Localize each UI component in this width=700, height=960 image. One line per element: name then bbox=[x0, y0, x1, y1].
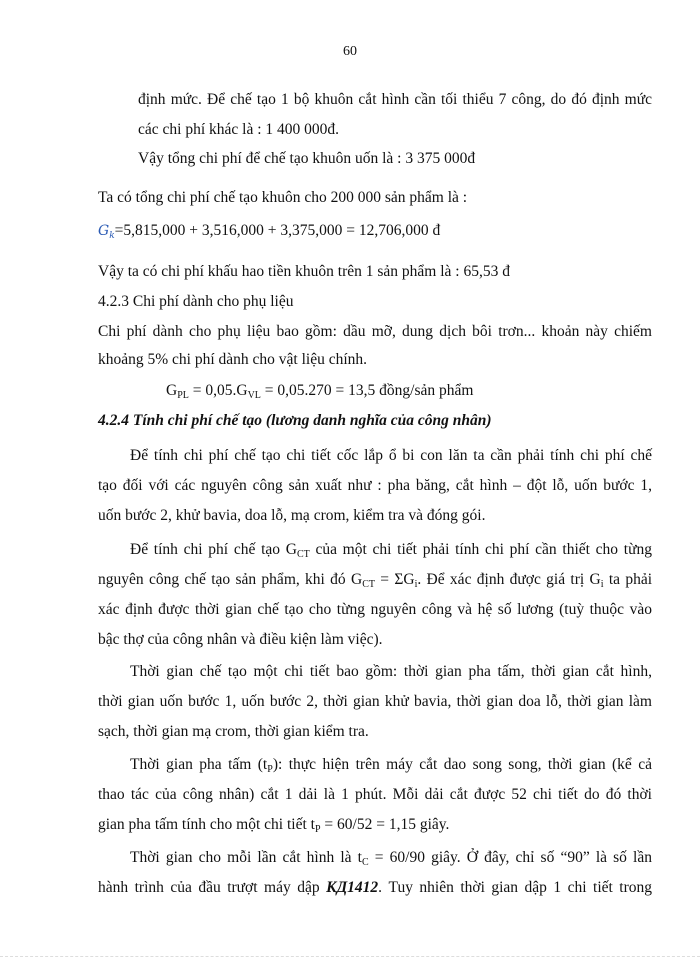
page-number: 60 bbox=[343, 44, 357, 59]
text-line: nguyên công chế tạo sản phẩm, khi đó $G_{CT} = \Sigma G_i$. Để xác định được giá trị $G_i$ ta phải bbox=[98, 571, 653, 590]
text-line: Vậy ta có chi phí khấu hao tiền khuôn trên 1 sản phẩm là : 65,53 đ bbox=[98, 263, 510, 280]
machine-model: КД1412 bbox=[326, 879, 379, 896]
text-line: Để tính chi phí chế tạo chi tiết cốc lắp ổ bi con lăn ta cần phải tính chi phí chế bbox=[130, 447, 652, 464]
formula-gpl: $G_{PL} = 0,05.G_{VL} = 0,05.270 = 13,5$ đồng/sản phẩm bbox=[166, 382, 474, 401]
formula-gk: $G_k=5,815,000 + 3,516,000 + 3,375,000 = 12,706,000$ đ bbox=[98, 222, 441, 241]
text-line: khoảng 5% chi phí dành cho vật liệu chính. bbox=[98, 351, 368, 368]
text-line: Để tính chi phí chế tạo $G_{CT}$ của một chi tiết phải tính chi phí cần thiết cho từng bbox=[130, 541, 652, 560]
text-line: bậc thợ của công nhân và điều kiện làm việc). bbox=[98, 631, 383, 648]
section-heading-4-2-4: 4.2.4 Tính chi phí chế tạo (lương danh nghĩa của công nhân) bbox=[98, 412, 492, 429]
text-line: định mức. Để chế tạo 1 bộ khuôn cắt hình cần tối thiểu 7 công, do đó định mức bbox=[138, 91, 652, 108]
text-line: hành trình của đầu trượt máy dập КД1412. Tuy nhiên thời gian dập 1 chi tiết trong bbox=[98, 879, 653, 896]
text-line: Ta có tổng chi phí chế tạo khuôn cho 200 000 sản phẩm là : bbox=[98, 189, 468, 206]
section-heading-4-2-3: 4.2.3 Chi phí dành cho phụ liệu bbox=[98, 293, 294, 310]
text-line: Chi phí dành cho phụ liệu bao gồm: dầu mỡ, dung dịch bôi trơn... khoản này chiếm bbox=[98, 323, 652, 340]
page-bottom-border bbox=[0, 956, 700, 957]
text-line: Thời gian chế tạo một chi tiết bao gồm: thời gian pha tấm, thời gian cắt hình, bbox=[130, 663, 652, 680]
text-line: thao tác của công nhân) cắt 1 dải là 1 phút. Mỗi dải cắt được 52 chi tiết do đó thời bbox=[98, 786, 652, 803]
text-line: thời gian uốn bước 1, uốn bước 2, thời gian khử bavia, thời gian doa lỗ, thời gian làm bbox=[98, 693, 652, 710]
text-line: tạo đối với các nguyên công sản xuất như : pha băng, cắt hình – đột lỗ, uốn bước 1, bbox=[98, 477, 652, 494]
text-line: các chi phí khác là : 1 400 000đ. bbox=[138, 121, 340, 138]
text-line: Vậy tổng chi phí để chế tạo khuôn uốn là : 3 375 000đ bbox=[138, 150, 476, 167]
text-line: sạch, thời gian mạ crom, thời gian kiểm tra. bbox=[98, 723, 369, 740]
text-line: Thời gian pha tấm $(t_P)$: thực hiện trên máy cắt dao song song, thời gian (kể cả bbox=[130, 756, 652, 775]
formula-symbol: $G_k$ bbox=[98, 223, 115, 241]
text-line: Thời gian cho mỗi lần cắt hình là $t_C = 60/90$ giây. Ở đây, chỉ số “90” là số lần bbox=[130, 849, 652, 868]
text-line: gian pha tấm tính cho một chi tiết $t_P = 60/52 = 1,15$ giây. bbox=[98, 816, 450, 835]
text-line: xác định được thời gian chế tạo cho từng nguyên công và hệ số lương (tuỳ thuộc vào bbox=[98, 601, 652, 618]
text-line: uốn bước 2, khử bavia, doa lỗ, mạ crom, kiểm tra và đóng gói. bbox=[98, 507, 486, 524]
